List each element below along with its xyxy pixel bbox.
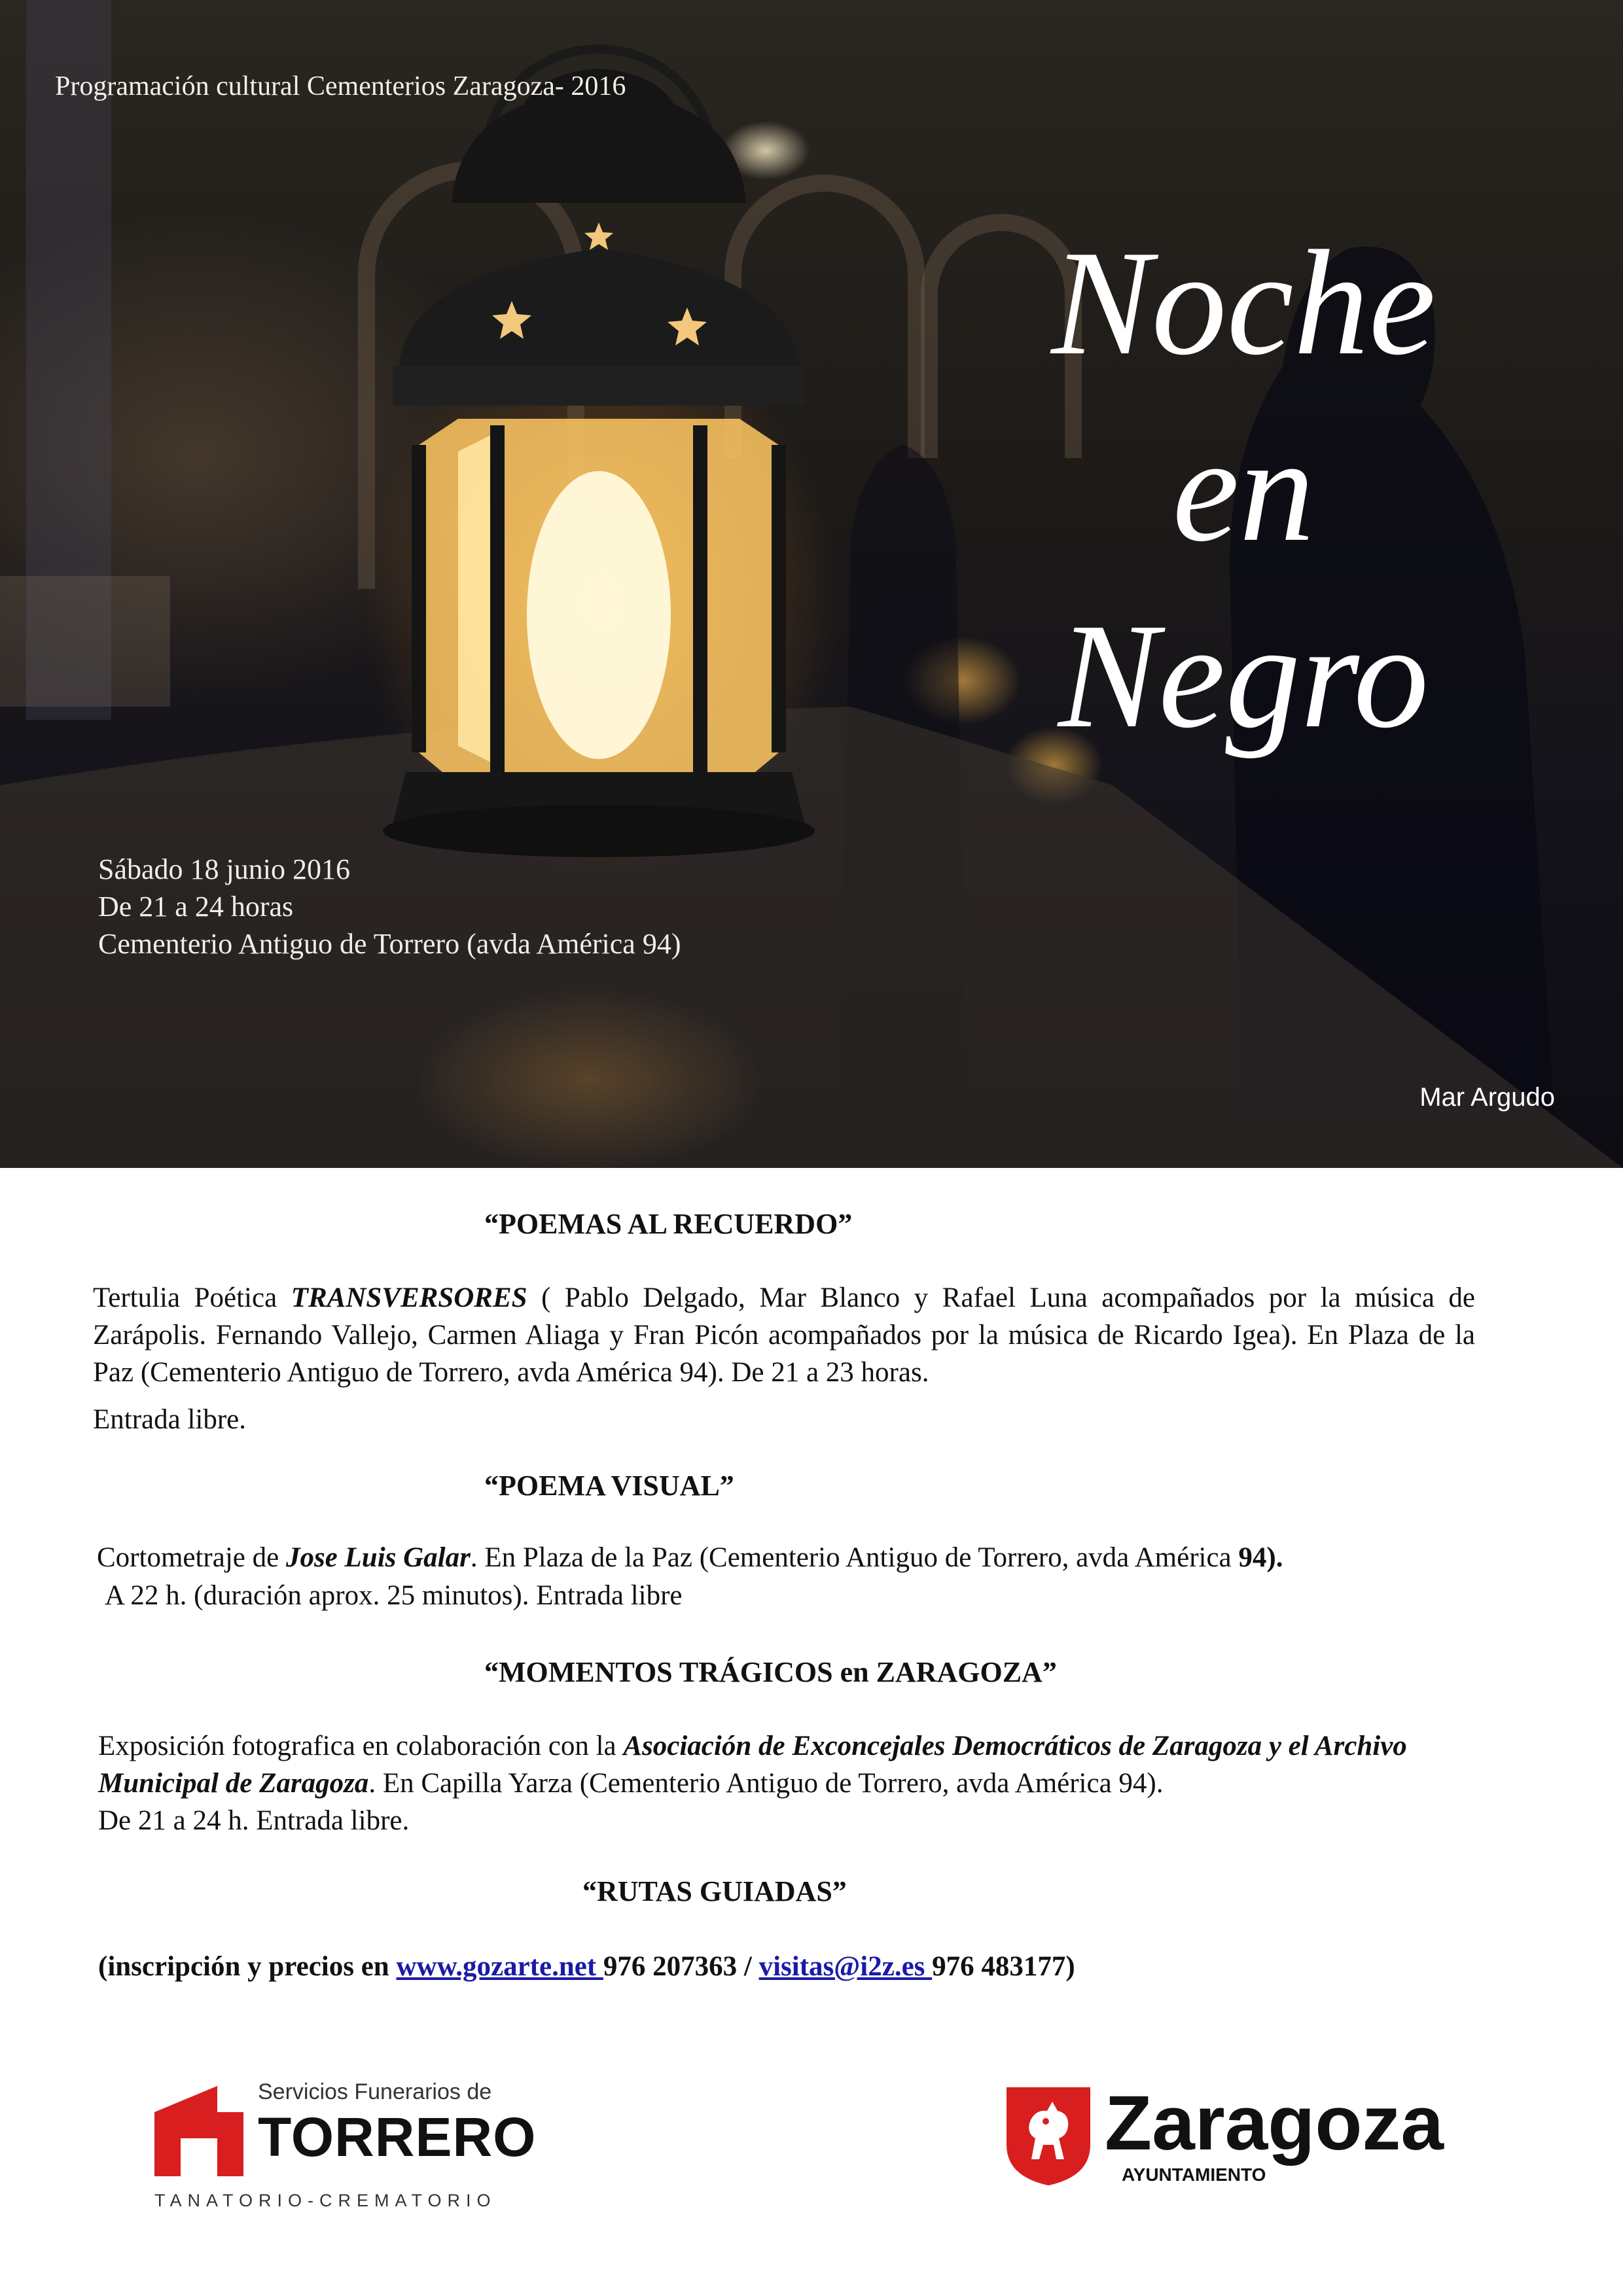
event-details bbox=[98, 851, 681, 963]
event-hours: De 21 a 24 horas bbox=[98, 891, 294, 923]
heading-rutas: “RUTAS GUIADAS” bbox=[582, 1875, 847, 1907]
website-link[interactable]: www.gozarte.net bbox=[396, 1951, 603, 1982]
visual-line2: A 22 h. (duración aprox. 25 minutos). Entrada libre bbox=[105, 1580, 683, 1611]
torrero-big-text: TORRERO bbox=[258, 2106, 537, 2168]
visual-intro: Cortometraje de bbox=[97, 1542, 286, 1573]
phone-2: 976 483177) bbox=[932, 1951, 1075, 1982]
text-visual bbox=[97, 1539, 1283, 1576]
photo-credit: Mar Argudo bbox=[1419, 1083, 1555, 1112]
visual-body: . En Plaza de la Paz (Cementerio Antiguo de Torrero, avda América bbox=[470, 1542, 1239, 1573]
zaragoza-shield-icon bbox=[1007, 2087, 1090, 2185]
torrero-sub-text: TANATORIO-CREMATORIO bbox=[154, 2191, 497, 2210]
title-line-1: Noche bbox=[1051, 219, 1436, 386]
contact-line bbox=[98, 1948, 1075, 1985]
zaragoza-logo bbox=[1007, 2074, 1478, 2199]
visual-num: 94). bbox=[1238, 1542, 1283, 1573]
event-place: Cementerio Antiguo de Torrero (avda América 94) bbox=[98, 928, 681, 960]
phone-1: 976 207363 / bbox=[603, 1951, 759, 1982]
torrero-mark-icon bbox=[154, 2086, 243, 2176]
momentos-intro: Exposición fotografica en colaboración con la bbox=[98, 1731, 624, 1761]
zaragoza-sub: AYUNTAMIENTO bbox=[1122, 2164, 1266, 2185]
momentos-partners: Asociación de Exconcejales Democráticos de Zaragoza y el Archivo Municipal de Zaragoza bbox=[98, 1731, 1407, 1799]
poemas-intro: Tertulia Poética bbox=[93, 1282, 291, 1313]
email-link[interactable]: visitas@i2z.es bbox=[758, 1951, 933, 1982]
heading-momentos: “MOMENTOS TRÁGICOS en ZARAGOZA” bbox=[484, 1656, 1057, 1688]
program-kicker: Programación cultural Cementerios Zaragoza- 2016 bbox=[55, 71, 626, 101]
event-date: Sábado 18 junio 2016 bbox=[98, 853, 350, 885]
torrero-logo bbox=[154, 2074, 537, 2218]
title-line-3: Negro bbox=[1058, 592, 1429, 759]
torrero-small-text: Servicios Funerarios de bbox=[258, 2079, 492, 2104]
text-poemas bbox=[93, 1279, 1475, 1391]
event-title bbox=[982, 209, 1505, 769]
title-line-2: en bbox=[1172, 406, 1315, 573]
zaragoza-name: Zaragoza bbox=[1105, 2080, 1444, 2166]
momentos-body: . En Capilla Yarza (Cementerio Antiguo de Torrero, avda América 94). bbox=[368, 1768, 1164, 1799]
poemas-group: TRANSVERSORES bbox=[291, 1282, 527, 1313]
poemas-body: ( Pablo Delgado, Mar Blanco y Rafael Luna acompañados por la música de Zarápolis. Fernando Vallejo, Carmen Aliaga y Fran Picón acompañados por la música de Ricardo Igea). En Plaza de la Paz (Cementerio Antiguo de Torrero, avda América 94). De 21 a 23 horas. bbox=[93, 1282, 1475, 1388]
contact-open: (inscripción y precios en bbox=[98, 1951, 397, 1982]
heading-poemas: “POEMAS AL RECUERDO” bbox=[484, 1208, 853, 1240]
poemas-entry: Entrada libre. bbox=[93, 1404, 247, 1435]
visual-author: Jose Luis Galar bbox=[285, 1542, 471, 1573]
momentos-line2: De 21 a 24 h. Entrada libre. bbox=[98, 1805, 410, 1836]
text-momentos bbox=[98, 1727, 1505, 1802]
heading-visual: “POEMA VISUAL” bbox=[484, 1470, 734, 1502]
